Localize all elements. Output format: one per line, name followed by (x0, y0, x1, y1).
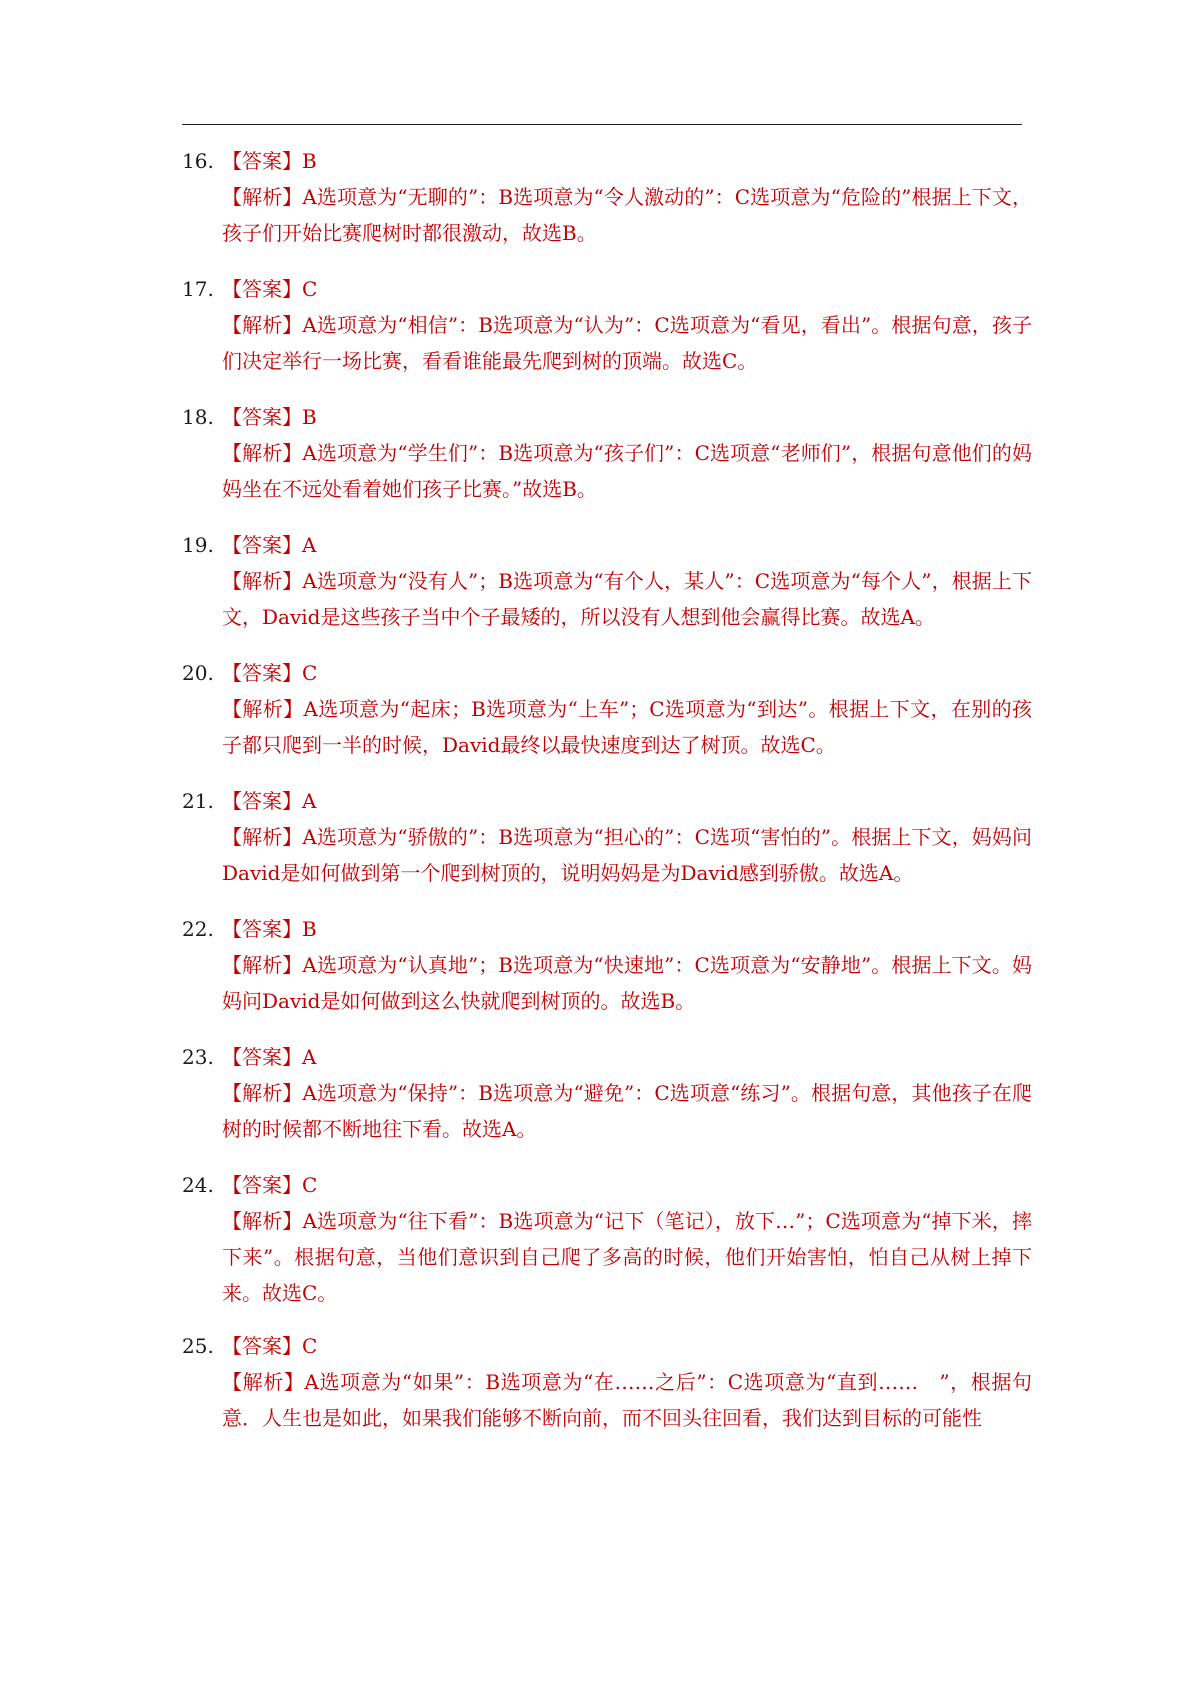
answer-label: 【答案】 (222, 917, 302, 941)
answer-label: 【答案】 (222, 661, 302, 685)
answer-value: C (302, 661, 318, 685)
answer-label: 【答案】 (222, 1173, 302, 1197)
answer-entry-18 (182, 399, 1032, 507)
question-number: 22. (182, 917, 214, 941)
answer-entry-20 (182, 655, 1032, 763)
answer-entry-24 (182, 1167, 1032, 1311)
answer-value: C (302, 1173, 318, 1197)
answer-entry-25 (182, 1328, 1032, 1436)
answer-entry-17 (182, 271, 1032, 379)
answer-value: A (302, 789, 317, 813)
analysis-text: 【解析】A选项意为“骄傲的”：B选项意为“担心的”：C选项“害怕的”。根据上下文，妈妈问David是如何做到第一个爬到树顶的，说明妈妈是为David感到骄傲。故选A。 (222, 825, 1032, 885)
analysis-text: 【解析】A选项意为“起床；B选项意为“上车”；C选项意为“到达”。根据上下文，在别的孩子都只爬到一半的时候，David最终以最快速度到达了树顶。故选C。 (222, 697, 1032, 757)
analysis-text: 【解析】A选项意为“无聊的”：B选项意为“令人激动的”：C选项意为“危险的”根据上下文，孩子们开始比赛爬树时都很激动，故选B。 (222, 185, 1032, 245)
analysis-text: 【解析】A选项意为“没有人”；B选项意为“有个人，某人”：C选项意为“每个人”，根据上下文，David是这些孩子当中个子最矮的，所以没有人想到他会赢得比赛。故选A。 (222, 569, 1032, 629)
question-number: 25. (182, 1334, 214, 1358)
answer-entry-16 (182, 143, 1032, 251)
analysis-text: 【解析】A选项意为“如果”：B选项意为“在……之后”：C选项意为“直到…… ”，根据句意．人生也是如此，如果我们能够不断向前，而不回头往回看，我们达到目标的可能性 (222, 1370, 1032, 1430)
analysis-text: 【解析】A选项意为“相信”：B选项意为“认为”：C选项意为“看见，看出”。根据句意，孩子们决定举行一场比赛，看看谁能最先爬到树的顶端。故选C。 (222, 313, 1032, 373)
answer-value: A (302, 1045, 317, 1069)
question-number: 19. (182, 533, 214, 557)
question-number: 21. (182, 789, 214, 813)
answer-label: 【答案】 (222, 533, 302, 557)
question-number: 16. (182, 149, 214, 173)
question-number: 20. (182, 661, 214, 685)
question-number: 18. (182, 405, 214, 429)
analysis-text: 【解析】A选项意为“保持”：B选项意为“避免”：C选项意“练习”。根据句意，其他孩子在爬树的时候都不断地往下看。故选A。 (222, 1081, 1032, 1141)
answer-label: 【答案】 (222, 1334, 302, 1358)
answer-entry-23 (182, 1039, 1032, 1147)
question-number: 17. (182, 277, 214, 301)
header-rule (182, 124, 1022, 125)
answer-value: B (302, 149, 317, 173)
answer-value: C (302, 1334, 318, 1358)
answer-label: 【答案】 (222, 149, 302, 173)
answer-value: B (302, 405, 317, 429)
answer-value: C (302, 277, 318, 301)
question-number: 24. (182, 1173, 214, 1197)
answer-label: 【答案】 (222, 1045, 302, 1069)
answer-label: 【答案】 (222, 277, 302, 301)
analysis-text: 【解析】A选项意为“学生们”：B选项意为“孩子们”：C选项意“老师们”，根据句意他们的妈妈坐在不远处看着她们孩子比赛。”故选B。 (222, 441, 1032, 501)
analysis-text: 【解析】A选项意为“往下看”：B选项意为“记下（笔记），放下…”；C选项意为“掉下米，摔下来”。根据句意，当他们意识到自己爬了多高的时候，他们开始害怕，怕自己从树上掉下来。故选C。 (222, 1209, 1032, 1305)
question-number: 23. (182, 1045, 214, 1069)
analysis-text: 【解析】A选项意为“认真地”；B选项意为“快速地”：C选项意为“安静地”。根据上下文。妈妈问David是如何做到这么快就爬到树顶的。故选B。 (222, 953, 1032, 1013)
answer-entry-19 (182, 527, 1032, 635)
answer-label: 【答案】 (222, 405, 302, 429)
answer-entry-22 (182, 911, 1032, 1019)
answer-entry-21 (182, 783, 1032, 891)
answer-label: 【答案】 (222, 789, 302, 813)
answer-value: A (302, 533, 317, 557)
answer-value: B (302, 917, 317, 941)
